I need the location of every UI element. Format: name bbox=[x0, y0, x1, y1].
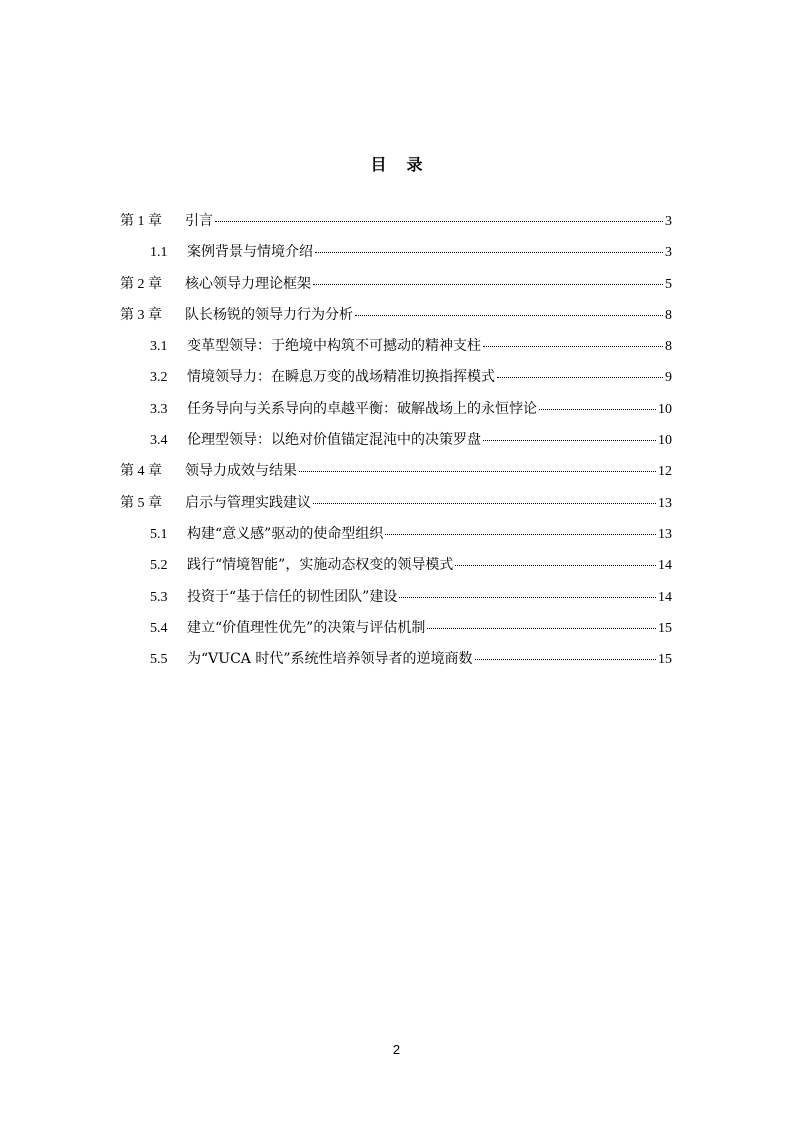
entry-number: 5.3 bbox=[150, 589, 168, 605]
entry-page: 13 bbox=[658, 526, 672, 542]
entry-title: 践行“情境智能”，实施动态权变的领导模式 bbox=[187, 557, 454, 574]
entry-page: 3 bbox=[665, 245, 672, 261]
toc-entry[interactable] bbox=[120, 555, 672, 586]
entry-page: 14 bbox=[658, 589, 672, 605]
table-of-contents bbox=[120, 211, 672, 680]
entry-number: 3.3 bbox=[150, 401, 168, 417]
entry-number: 5.5 bbox=[150, 652, 168, 668]
entry-page: 9 bbox=[665, 370, 672, 386]
dot-leader bbox=[475, 659, 657, 660]
toc-entry[interactable] bbox=[120, 461, 672, 492]
entry-number: 第 2 章 bbox=[120, 276, 162, 292]
entry-title: 情境领导力：在瞬息万变的战场精准切换指挥模式 bbox=[187, 369, 495, 386]
entry-page: 5 bbox=[665, 276, 672, 292]
dot-leader bbox=[299, 471, 656, 472]
entry-title: 伦理型领导：以绝对价值锚定混沌中的决策罗盘 bbox=[187, 432, 481, 449]
toc-entry[interactable] bbox=[120, 274, 672, 305]
toc-entry[interactable] bbox=[120, 493, 672, 524]
entry-page: 10 bbox=[658, 401, 672, 417]
entry-title: 核心领导力理论框架 bbox=[185, 275, 311, 292]
entry-number: 第 3 章 bbox=[120, 307, 162, 323]
toc-entry[interactable] bbox=[120, 649, 672, 680]
toc-entry[interactable] bbox=[120, 336, 672, 367]
dot-leader bbox=[215, 221, 663, 222]
entry-page: 13 bbox=[658, 495, 672, 511]
entry-page: 12 bbox=[658, 464, 672, 480]
entry-number: 第 1 章 bbox=[120, 214, 162, 229]
entry-page: 15 bbox=[658, 620, 672, 636]
dot-leader bbox=[483, 440, 656, 441]
entry-page: 15 bbox=[658, 652, 672, 668]
dot-leader bbox=[483, 346, 663, 347]
entry-title: 建立“价值理性优先”的决策与评估机制 bbox=[187, 619, 426, 636]
dot-leader bbox=[539, 409, 656, 410]
dot-leader bbox=[385, 534, 656, 535]
entry-title: 变革型领导：于绝境中构筑不可撼动的精神支柱 bbox=[187, 338, 481, 355]
entry-title: 领导力成效与结果 bbox=[185, 463, 297, 480]
entry-page: 8 bbox=[665, 307, 672, 323]
dot-leader bbox=[455, 565, 656, 566]
dot-leader bbox=[315, 252, 663, 253]
dot-leader bbox=[313, 284, 663, 285]
entry-number: 1.1 bbox=[150, 245, 168, 261]
entry-number: 5.4 bbox=[150, 620, 168, 636]
toc-entry[interactable] bbox=[120, 430, 672, 461]
dot-leader bbox=[399, 597, 656, 598]
entry-number: 5.2 bbox=[150, 558, 168, 574]
entry-title: 任务导向与关系导向的卓越平衡：破解战场上的永恒悖论 bbox=[187, 400, 537, 417]
entry-title: 为“VUCA 时代”系统性培养领导者的逆境商数 bbox=[187, 651, 473, 668]
dot-leader bbox=[427, 628, 656, 629]
toc-entry[interactable] bbox=[120, 587, 672, 618]
toc-entry[interactable] bbox=[120, 524, 672, 555]
entry-page: 3 bbox=[665, 214, 672, 229]
entry-number: 3.1 bbox=[150, 339, 168, 355]
entry-number: 第 4 章 bbox=[120, 464, 162, 480]
dot-leader bbox=[313, 503, 656, 504]
entry-title: 启示与管理实践建议 bbox=[185, 494, 311, 511]
toc-entry[interactable] bbox=[120, 242, 672, 273]
entry-title: 构建“意义感”驱动的使命型组织 bbox=[187, 525, 384, 542]
entry-title: 投资于“基于信任的韧性团队”建设 bbox=[187, 588, 398, 605]
toc-entry[interactable] bbox=[120, 618, 672, 649]
toc-entry[interactable] bbox=[120, 399, 672, 430]
toc-entry[interactable] bbox=[120, 305, 672, 336]
entry-page: 10 bbox=[658, 433, 672, 449]
entry-number: 3.4 bbox=[150, 433, 168, 449]
page-number: 2 bbox=[392, 1042, 401, 1057]
entry-title: 队长杨锐的领导力行为分析 bbox=[185, 306, 353, 323]
entry-title: 案例背景与情境介绍 bbox=[187, 244, 313, 261]
entry-page: 8 bbox=[665, 339, 672, 355]
toc-entry[interactable] bbox=[120, 367, 672, 398]
dot-leader bbox=[355, 315, 663, 316]
dot-leader bbox=[497, 377, 663, 378]
toc-entry[interactable] bbox=[120, 211, 672, 242]
entry-title: 引言 bbox=[185, 213, 213, 229]
toc-title: 目录 bbox=[370, 155, 443, 174]
entry-number: 3.2 bbox=[150, 370, 168, 386]
entry-number: 5.1 bbox=[150, 526, 168, 542]
entry-number: 第 5 章 bbox=[120, 495, 162, 511]
entry-page: 14 bbox=[658, 558, 672, 574]
